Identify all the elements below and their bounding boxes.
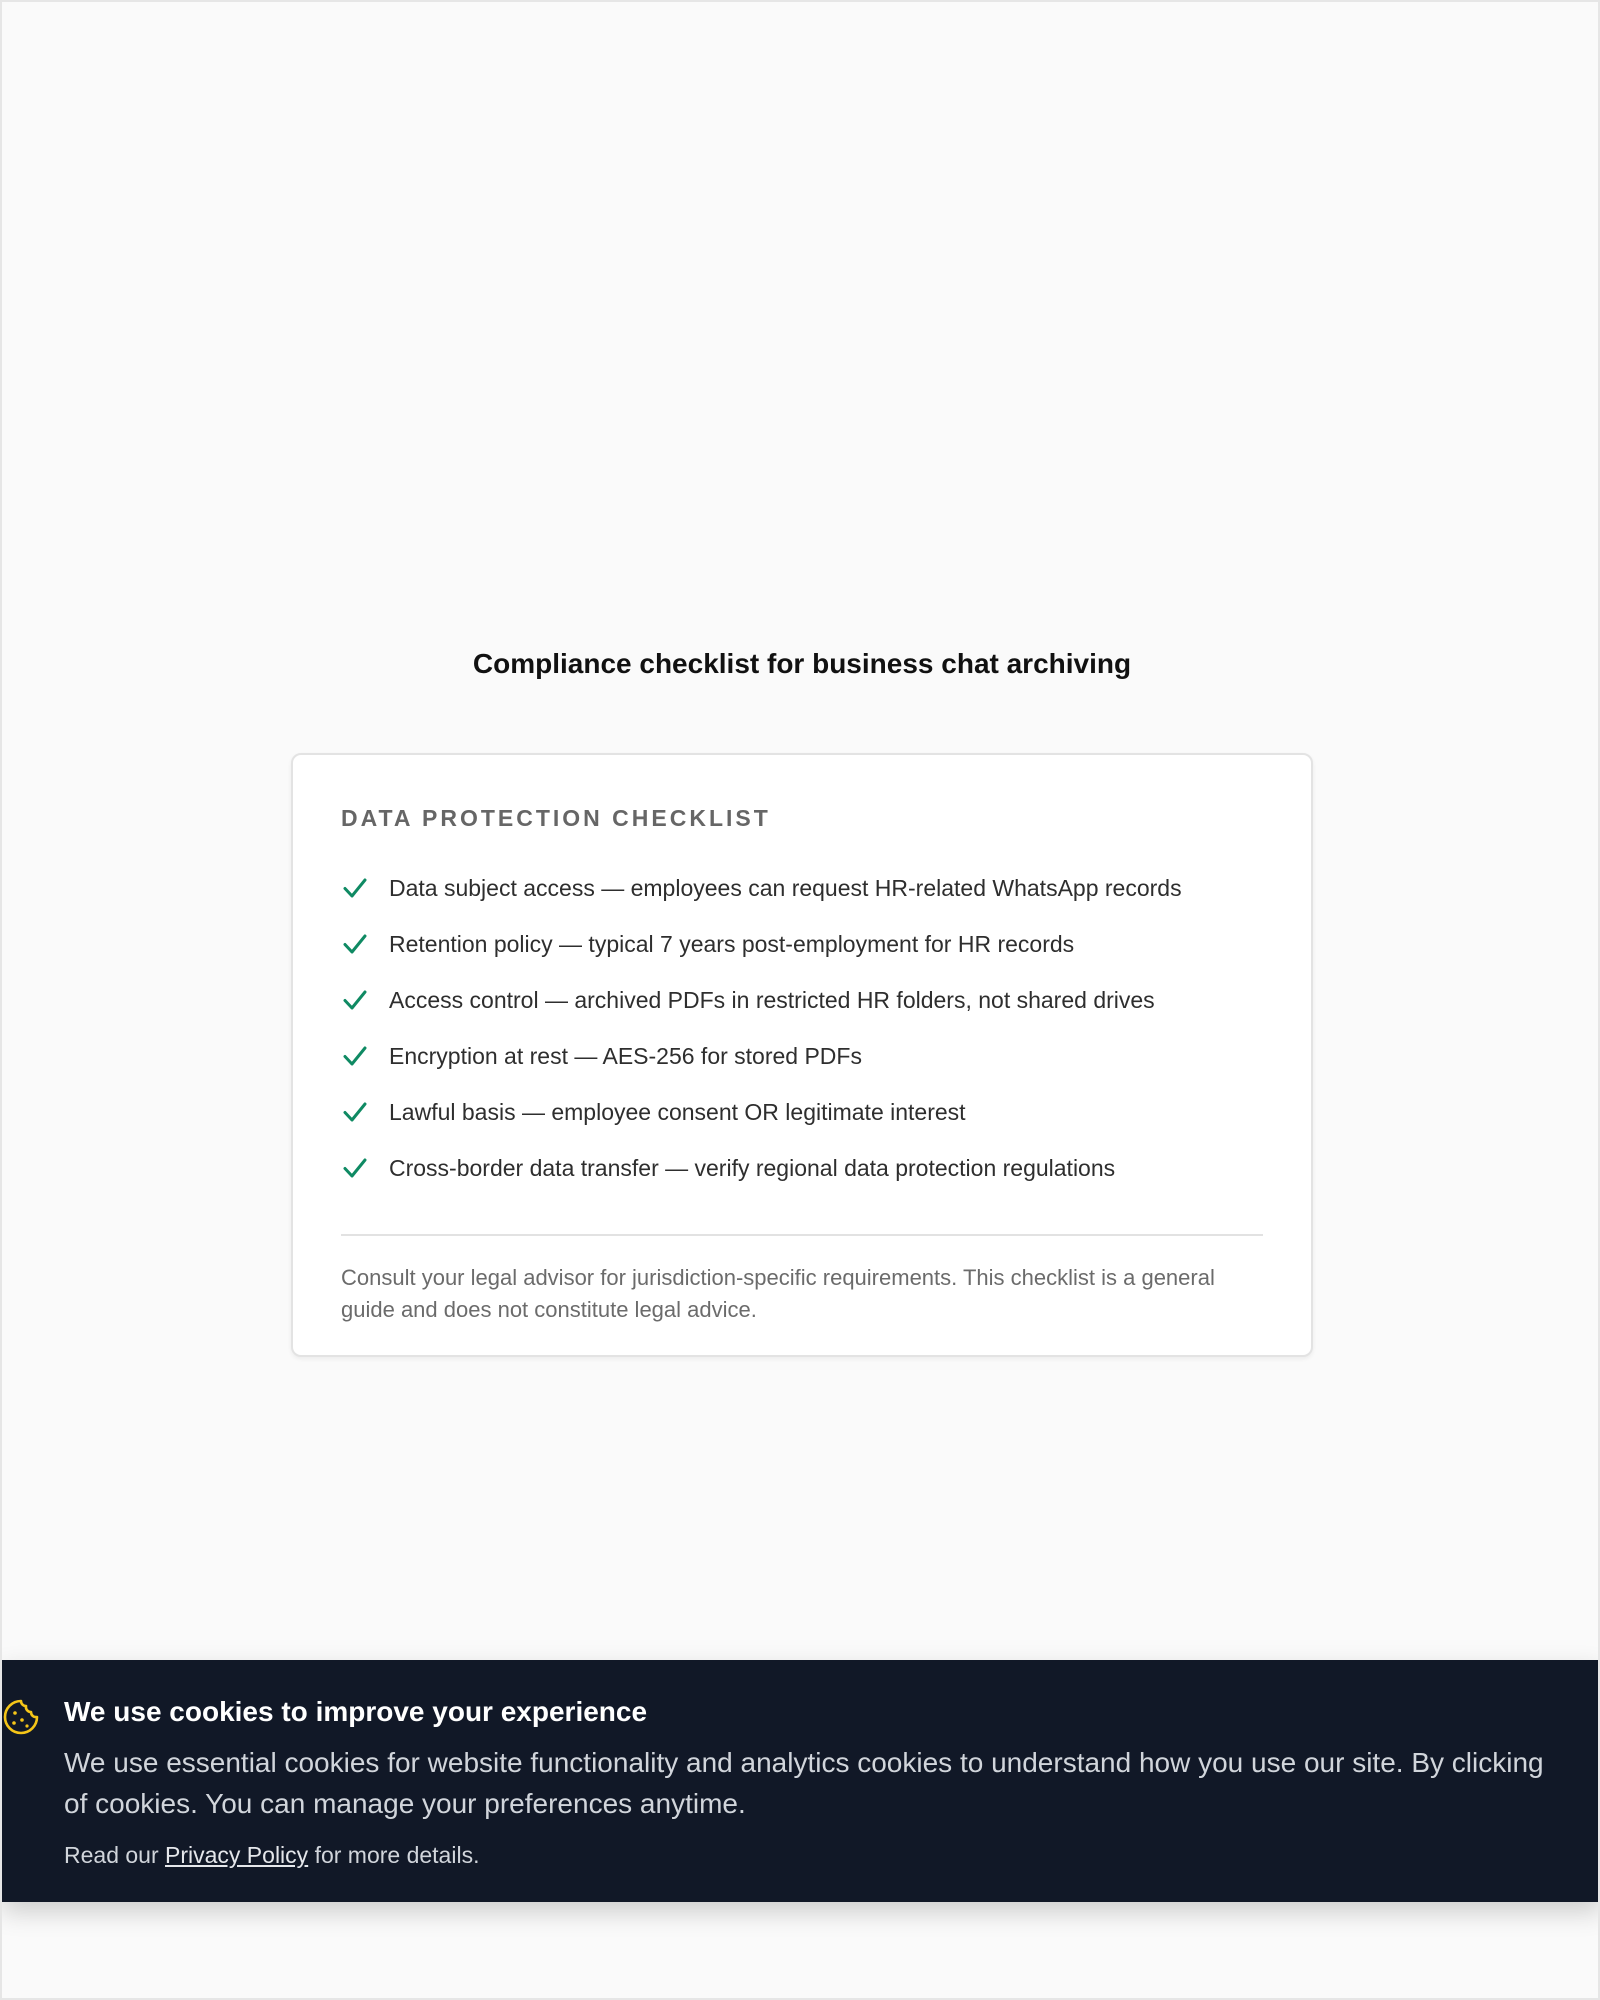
checklist-item <box>341 972 1263 1028</box>
checklist-item <box>341 1084 1263 1140</box>
cookie-banner-title: We use cookies to improve your experience <box>64 1696 648 1727</box>
checklist-card <box>291 753 1313 1357</box>
cookie-icon <box>2 1698 40 1736</box>
checklist <box>341 860 1263 1196</box>
divider <box>341 1234 1263 1236</box>
cookie-banner-body-line: We use essential cookies for website functionality and analytics cookies to understand how you use our site. By clicking <box>64 1747 1544 1778</box>
checklist-item <box>341 916 1263 972</box>
checkmark-icon <box>341 1042 369 1070</box>
cookie-banner-body-line: of cookies. You can manage your preferences anytime. <box>64 1788 746 1819</box>
privacy-policy-link[interactable]: Privacy Policy <box>165 1842 309 1868</box>
checklist-item-text: Cross-border data transfer — verify regional data protection regulations <box>389 1154 1116 1181</box>
checklist-item-text: Retention policy — typical 7 years post-employment for HR records <box>389 930 1075 957</box>
checklist-item <box>341 1028 1263 1084</box>
page-title: Compliance checklist for business chat archiving <box>472 648 1132 679</box>
cookie-footer-suffix: for more details. <box>314 1842 480 1868</box>
checklist-item-text: Encryption at rest — AES-256 for stored PDFs <box>389 1042 862 1069</box>
disclaimer-note: Consult your legal advisor for jurisdiction-specific requirements. This checklist is a general guide and does not constitute legal advice. <box>341 1265 1215 1322</box>
checklist-item-text: Access control — archived PDFs in restricted HR folders, not shared drives <box>389 986 1155 1013</box>
cookie-banner-footer <box>64 1842 479 1869</box>
checklist-item-text: Lawful basis — employee consent OR legitimate interest <box>389 1098 966 1125</box>
checklist-item <box>341 1140 1263 1196</box>
cookie-banner-body <box>64 1742 1600 1824</box>
checkmark-icon <box>341 986 369 1014</box>
checkmark-icon <box>341 930 369 958</box>
checklist-heading: DATA PROTECTION CHECKLIST <box>341 805 771 831</box>
checkmark-icon <box>341 874 369 902</box>
checkmark-icon <box>341 1098 369 1126</box>
checkmark-icon <box>341 1154 369 1182</box>
checklist-item <box>341 860 1263 916</box>
checklist-item-text: Data subject access — employees can request HR-related WhatsApp records <box>389 874 1182 901</box>
cookie-footer-prefix: Read our <box>64 1842 159 1868</box>
cookie-banner <box>2 1660 1600 1902</box>
